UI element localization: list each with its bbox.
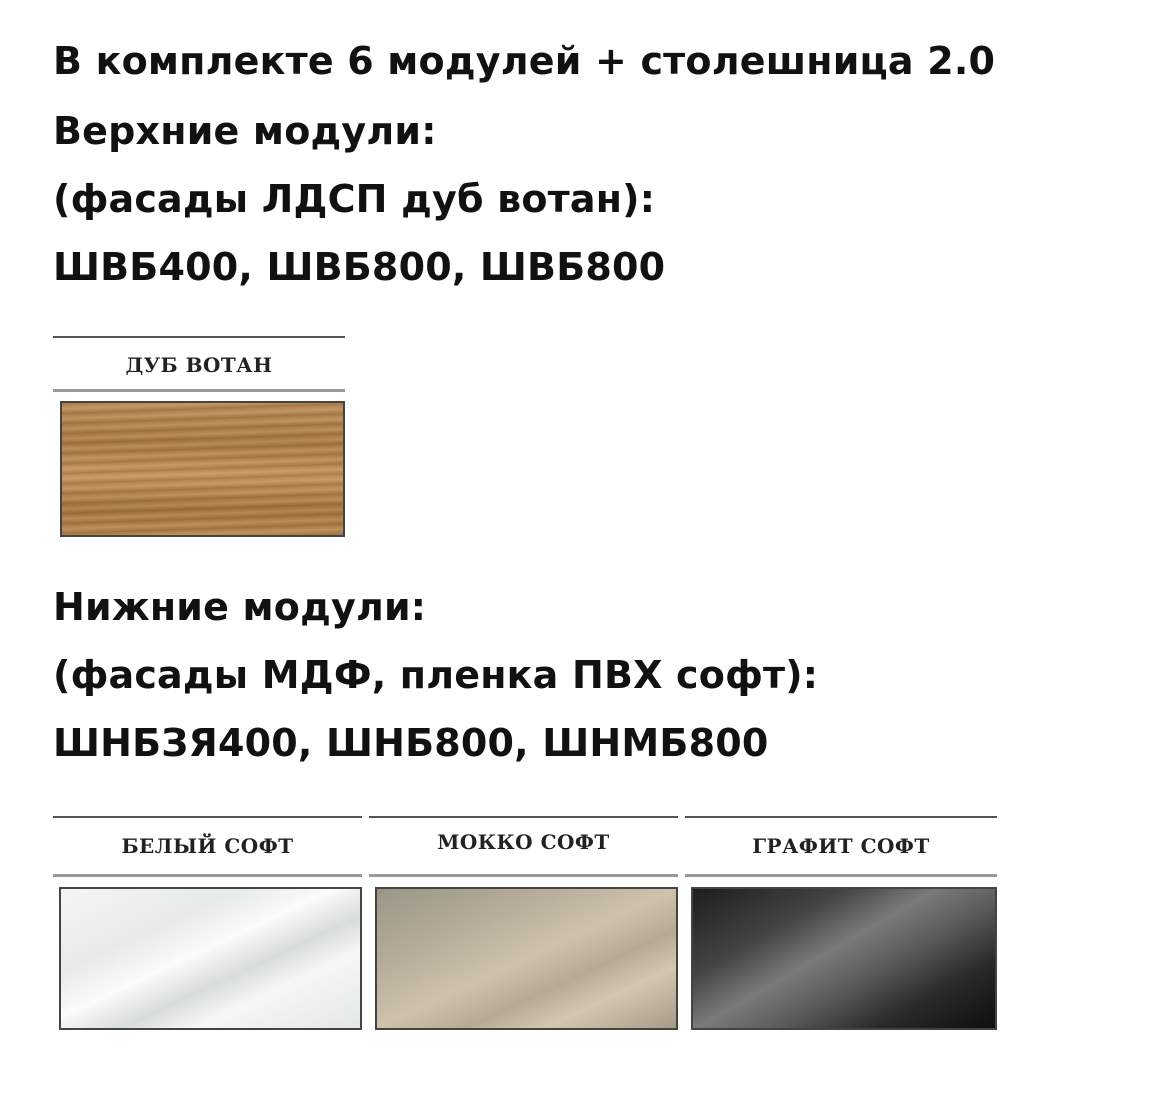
swatch-label-dub-votan: ДУБ ВОТАН — [125, 353, 273, 377]
divider — [53, 389, 345, 392]
upper-modules-title: Верхние модули: — [53, 109, 437, 153]
lower-modules-list: ШНБЗЯ400, ШНБ800, ШНМБ800 — [53, 721, 769, 765]
lower-modules-title: Нижние модули: — [53, 585, 427, 629]
swatch-dub-votan — [60, 401, 345, 537]
divider — [53, 874, 362, 877]
swatch-label-mokko-soft: МОККО СОФТ — [437, 830, 610, 854]
swatch-white-soft — [59, 887, 362, 1030]
swatch-mokko-soft — [375, 887, 678, 1030]
divider — [53, 816, 362, 818]
lower-facade-line: (фасады МДФ, пленка ПВХ софт): — [53, 653, 819, 697]
divider — [685, 874, 997, 877]
upper-modules-list: ШВБ400, ШВБ800, ШВБ800 — [53, 245, 666, 289]
divider — [369, 874, 678, 877]
divider — [53, 336, 345, 338]
swatch-label-grafit-soft: ГРАФИТ СОФТ — [752, 834, 930, 858]
swatch-label-white-soft: БЕЛЫЙ СОФТ — [121, 834, 294, 858]
divider — [369, 816, 678, 818]
divider — [685, 816, 997, 818]
kit-line: В комплекте 6 модулей + столешница 2.0 — [53, 39, 996, 83]
swatch-grafit-soft — [691, 887, 997, 1030]
upper-facade-line: (фасады ЛДСП дуб вотан): — [53, 177, 656, 221]
